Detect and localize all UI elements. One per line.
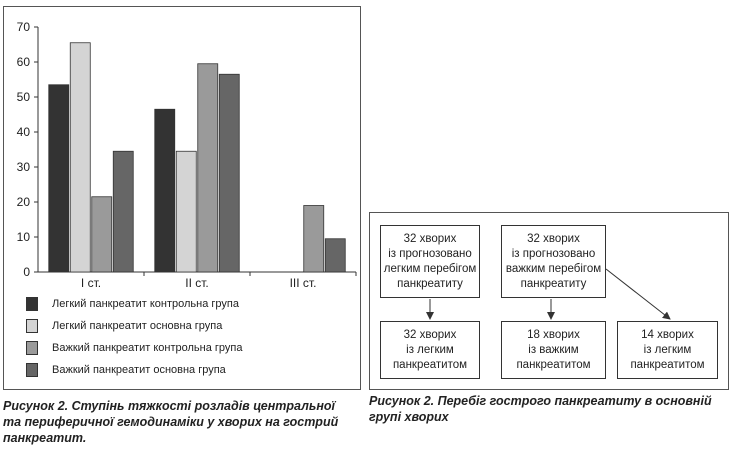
x-tick-label: III ст. bbox=[289, 276, 317, 289]
bar-0-2 bbox=[92, 197, 112, 272]
flow-box-line: 32 хворих bbox=[527, 232, 580, 245]
y-tick-label: 20 bbox=[16, 195, 30, 209]
legend-item bbox=[26, 337, 242, 359]
legend-item bbox=[26, 293, 242, 315]
arrow-box2-to-box5 bbox=[606, 269, 670, 319]
flow-box-line: 14 хворих bbox=[641, 328, 694, 341]
y-tick-label: 60 bbox=[16, 55, 30, 69]
legend-swatch bbox=[26, 319, 38, 333]
flow-caption: Рисунок 2. Перебіг гострого панкреатиту в основній групі хворих bbox=[369, 394, 712, 424]
bar-1-0 bbox=[155, 109, 175, 272]
flow-box-line: із легким bbox=[406, 343, 454, 356]
legend-swatch bbox=[26, 341, 38, 355]
y-tick-label: 30 bbox=[16, 160, 30, 174]
legend-label: Легкий панкреатит основна група bbox=[52, 320, 223, 332]
x-tick-label: II ст. bbox=[185, 276, 209, 289]
legend-label: Важкий панкреатит основна група bbox=[52, 364, 226, 376]
bar-1-1 bbox=[176, 151, 196, 272]
bar-chart bbox=[4, 7, 360, 289]
flow-diagram bbox=[369, 212, 729, 390]
x-tick-label: I ст. bbox=[80, 276, 102, 289]
flow-box-mild-predicted bbox=[380, 225, 480, 298]
y-tick-label: 70 bbox=[16, 20, 30, 34]
flow-box-line: 32 хворих bbox=[403, 328, 457, 341]
bar-2-3 bbox=[325, 239, 345, 272]
bar-0-3 bbox=[113, 151, 133, 272]
chart-panel bbox=[3, 6, 361, 390]
flow-box-line: панкреатитом bbox=[516, 358, 591, 371]
bar-2-2 bbox=[304, 206, 324, 273]
flow-box-severe-result bbox=[501, 321, 606, 379]
flow-box-line: панкреатиту bbox=[520, 277, 587, 290]
flow-box-line: 32 хворих bbox=[403, 232, 457, 245]
legend-label: Важкий панкреатит контрольна група bbox=[52, 342, 243, 354]
flow-box-mild-result bbox=[380, 321, 480, 379]
bar-1-2 bbox=[198, 64, 218, 272]
y-tick-label: 50 bbox=[16, 90, 30, 104]
bar-1-3 bbox=[219, 74, 239, 272]
bar-0-0 bbox=[49, 85, 69, 272]
y-tick-label: 0 bbox=[23, 265, 30, 279]
y-tick-label: 10 bbox=[16, 230, 30, 244]
flow-box-line: із легким bbox=[643, 343, 692, 356]
flow-box-mild-from-severe bbox=[617, 321, 718, 379]
flow-box-line: панкреатиту bbox=[397, 277, 463, 290]
flow-box-line: із прогнозовано bbox=[388, 247, 472, 260]
legend-swatch bbox=[26, 297, 38, 311]
legend-label: Легкий панкреатит контрольна група bbox=[52, 298, 239, 310]
flow-box-severe-predicted bbox=[501, 225, 606, 298]
y-tick-label: 40 bbox=[16, 125, 30, 139]
flow-box-line: із прогнозовано bbox=[511, 247, 596, 260]
flow-box-line: 18 хворих bbox=[527, 328, 580, 341]
flow-box-line: панкреатитом bbox=[392, 358, 468, 371]
flow-box-line: із важким bbox=[528, 343, 579, 356]
legend-item bbox=[26, 359, 242, 381]
bar-0-1 bbox=[70, 43, 90, 272]
flow-box-line: панкреатитом bbox=[630, 358, 705, 371]
chart-legend bbox=[26, 293, 242, 381]
flow-box-line: важким перебігом bbox=[505, 262, 602, 275]
legend-swatch bbox=[26, 363, 38, 377]
legend-item bbox=[26, 315, 242, 337]
flow-box-line: легким перебігом bbox=[383, 262, 477, 275]
chart-caption: Рисунок 2. Ступінь тяжкості розладів центральної та периферичної гемодинаміки у хворих на гострий панкреатит. bbox=[3, 399, 339, 445]
